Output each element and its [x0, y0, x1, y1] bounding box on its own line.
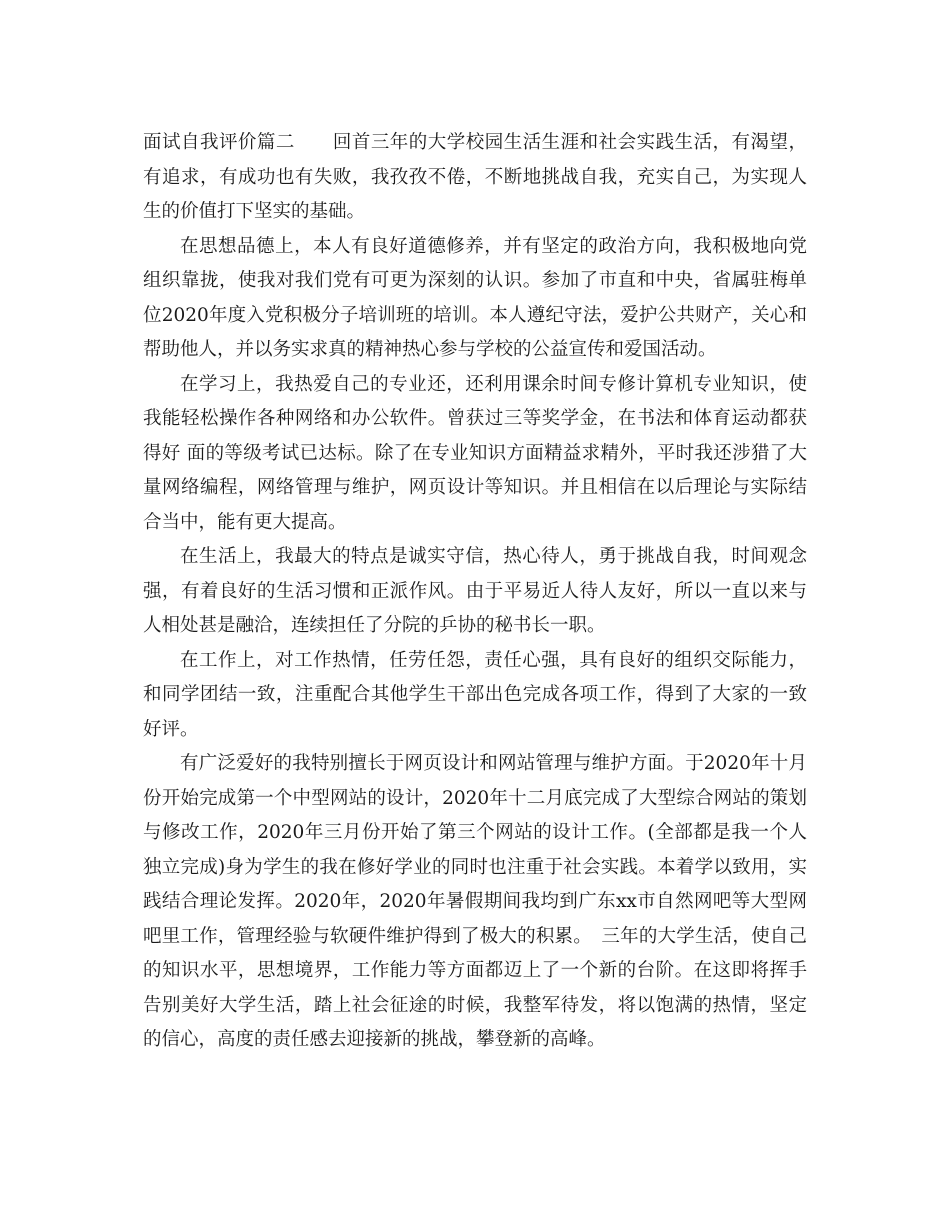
paragraph-life: 在生活上，我最大的特点是诚实守信，热心待人，勇于挑战自我，时间观念强，有着良好的生活习惯和正派作风。由于平易近人待人友好，所以一直以来与人相处甚是融洽，连续担任了分院的乒协的秘书长一职。	[143, 546, 807, 636]
paragraph-work: 在工作上，对工作热情，任劳任怨，责任心强，具有良好的组织交际能力，和同学团结一致，注重配合其他学生干部出色完成各项工作，得到了大家的一致好评。	[143, 649, 807, 740]
paragraph-hobbies: 有广泛爱好的我特别擅长于网页设计和网站管理与维护方面。于2020年十月份开始完成第一个中型网站的设计，2020年十二月底完成了大型综合网站的策划与修改工作，2020年三月份开始了第三个网站的设计工作。(全部都是我一个人独立完成)身为学生的我在修好学业的同时也注重于社会实践。本着学以致用，实践结合理论发挥。2020年，2020年暑假期间我均到广东xx市自然网吧等大型网吧里工作，管理经验与软硬件维护得到了极大的积累。 三年的大学生活，使自己的知识水平，思想境界，工作能力等方面都迈上了一个新的台阶。在这即将挥手告别美好大学生活，踏上社会征途的时候，我整军待发，将以饱满的热情，坚定的信心，高度的责任感去迎接新的挑战，攀登新的高峰。	[143, 753, 807, 1050]
paragraph-ideology: 在思想品德上，本人有良好道德修养，并有坚定的政治方向，我积极地向党组织靠拢，使我对我们党有可更为深刻的认识。参加了市直和中央，省属驻梅单位2020年度入党积极分子培训班的培训。本人遵纪守法，爱护公共财产，关心和帮助他人，并以务实求真的精神热心参与学校的公益宣传和爱国活动。	[143, 235, 807, 360]
paragraph-intro: 面试自我评价篇二 回首三年的大学校园生活生涯和社会实践生活，有渴望，有追求，有成功也有失败，我孜孜不倦，不断地挑战自我，充实自己，为实现人生的价值打下坚实的基础。	[143, 132, 807, 222]
paragraph-study: 在学习上，我热爱自己的专业还，还利用课余时间专修计算机专业知识，使我能轻松操作各种网络和办公软件。曾获过三等奖学金，在书法和体育运动都获得好 面的等级考试已达标。除了在专业知识方面精益求精外，平时我还涉猎了大量网络编程，网络管理与维护，网页设计等知识。并且相信在以后理论与实际结合当中，能有更大提高。	[143, 373, 807, 533]
document-body	[143, 126, 807, 1058]
